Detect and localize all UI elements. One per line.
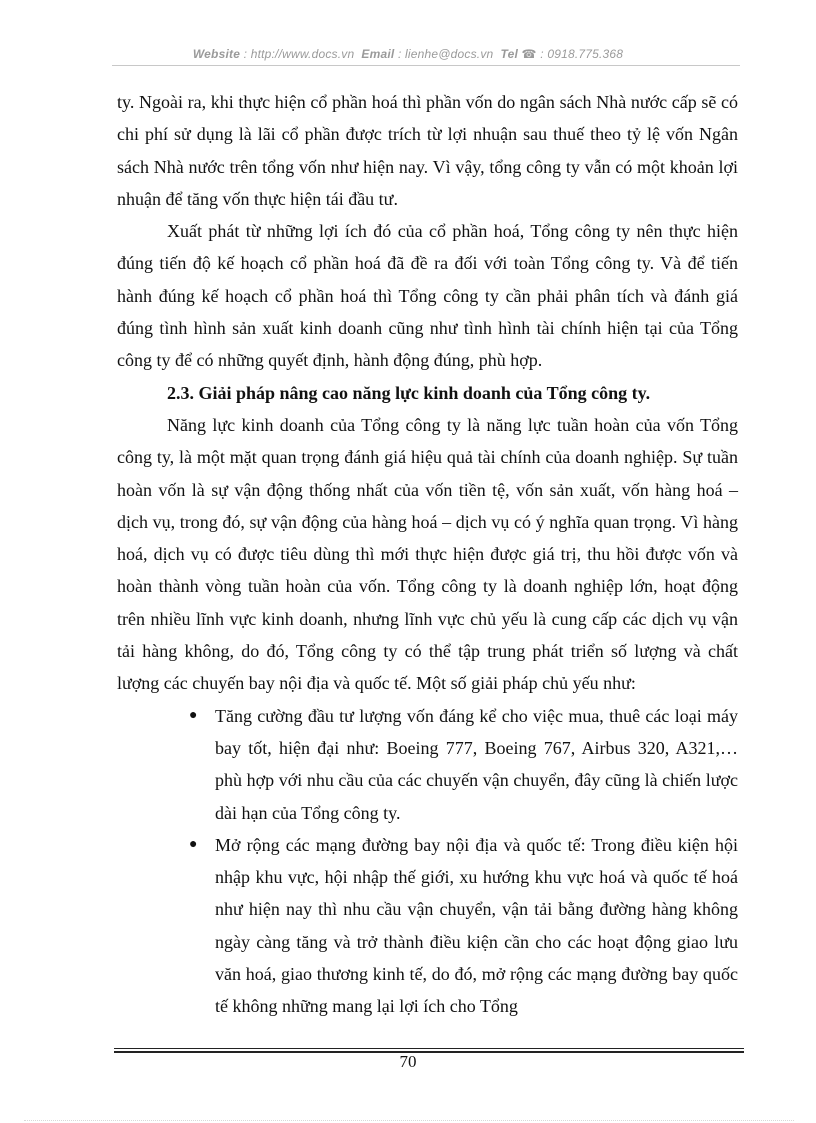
website-label: Website [192, 47, 241, 61]
list-item-text: Mở rộng các mạng đường bay nội địa và quốc tế: Trong điều kiện hội nhập khu vực, hội nhập thế giới, xu hướng khu vực hoá và quốc tế hoá như hiện nay thì nhu cầu vận chuyển, vận tải bằng đường hàng không ngày càng tăng và trở thành điều kiện cần cho các hoạt động giao lưu văn hoá, giao thương kinh tế, do đó, mở rộng các mạng đường bay quốc tế không những mang lại lợi ích cho Tổng [215, 834, 738, 1017]
solutions-list [117, 700, 738, 1023]
paragraph-3: Năng lực kinh doanh của Tổng công ty là năng lực tuần hoàn của vốn Tổng công ty, là một mặt quan trọng đánh giá hiệu quả tài chính của doanh nghiệp. Sự tuần hoàn vốn là sự vận động thống nhất của vốn tiền tệ, vốn sản xuất, vốn hàng hoá – dịch vụ, trong đó, sự vận động của hàng hoá – dịch vụ có ý nghĩa quan trọng. Vì hàng hoá, dịch vụ có được tiêu dùng thì mới thực hiện được giá trị, thu hồi được vốn và hoàn thành vòng tuần hoàn của vốn. Tổng công ty là doanh nghiệp lớn, hoạt động trên nhiều lĩnh vực kinh doanh, nhưng lĩnh vực chủ yếu là cung cấp các dịch vụ vận tải hàng không, do đó, Tổng công ty có thể tập trung phát triển số lượng và chất lượng các chuyến bay nội địa và quốc tế. Một số giải pháp chủ yếu như: [117, 414, 738, 694]
document-body [117, 86, 738, 1023]
email-value[interactable]: : lienhe@docs.vn [397, 47, 494, 61]
phone-icon: ☎ [521, 47, 537, 61]
email-label: Email [361, 47, 395, 61]
list-item [189, 829, 738, 1023]
footer-divider-thin [114, 1048, 744, 1049]
paragraph-2: Xuất phát từ những lợi ích đó của cổ phần hoá, Tổng công ty nên thực hiện đúng tiến độ kế hoạch cổ phần hoá đã đề ra đối với toàn Tổng công ty. Và để tiến hành đúng kế hoạch cổ phần hoá thì Tổng công ty cần phải phân tích và đánh giá đúng tình hình sản xuất kinh doanh cũng như tình hình tài chính hiện tại của Tổng công ty để có những quyết định, hành động đúng, phù hợp. [117, 221, 738, 371]
section-heading: 2.3. Giải pháp nâng cao năng lực kinh doanh của Tổng công ty. [167, 382, 651, 403]
page-number: 70 [399, 1052, 417, 1071]
tel-value: : 0918.775.368 [540, 47, 624, 61]
page-bottom-edge [24, 1120, 794, 1121]
bullet-icon: ● [189, 707, 198, 723]
list-item-text: Tăng cường đầu tư lượng vốn đáng kể cho việc mua, thuê các loại máy bay tốt, hiện đại như: Boeing 777, Boeing 767, Airbus 320, A321,… phù hợp với nhu cầu của các chuyến vận chuyển, đây cũng là chiến lược dài hạn của Tổng công ty. [215, 705, 738, 823]
list-item [189, 700, 738, 829]
website-value[interactable]: : http://www.docs.vn [243, 47, 355, 61]
bullet-icon: ● [189, 836, 198, 852]
tel-label: Tel [500, 47, 518, 61]
header-divider [112, 65, 740, 66]
page-header [0, 47, 816, 61]
paragraph-1: ty. Ngoài ra, khi thực hiện cổ phần hoá thì phần vốn do ngân sách Nhà nước cấp sẽ có chi phí sử dụng là lãi cổ phần được trích từ lợi nhuận sau thuế theo tỷ lệ vốn Ngân sách Nhà nước trên tổng vốn như hiện nay. Vì vậy, tổng công ty vẫn có một khoản lợi nhuận để tăng vốn thực hiện tái đầu tư. [117, 92, 738, 209]
